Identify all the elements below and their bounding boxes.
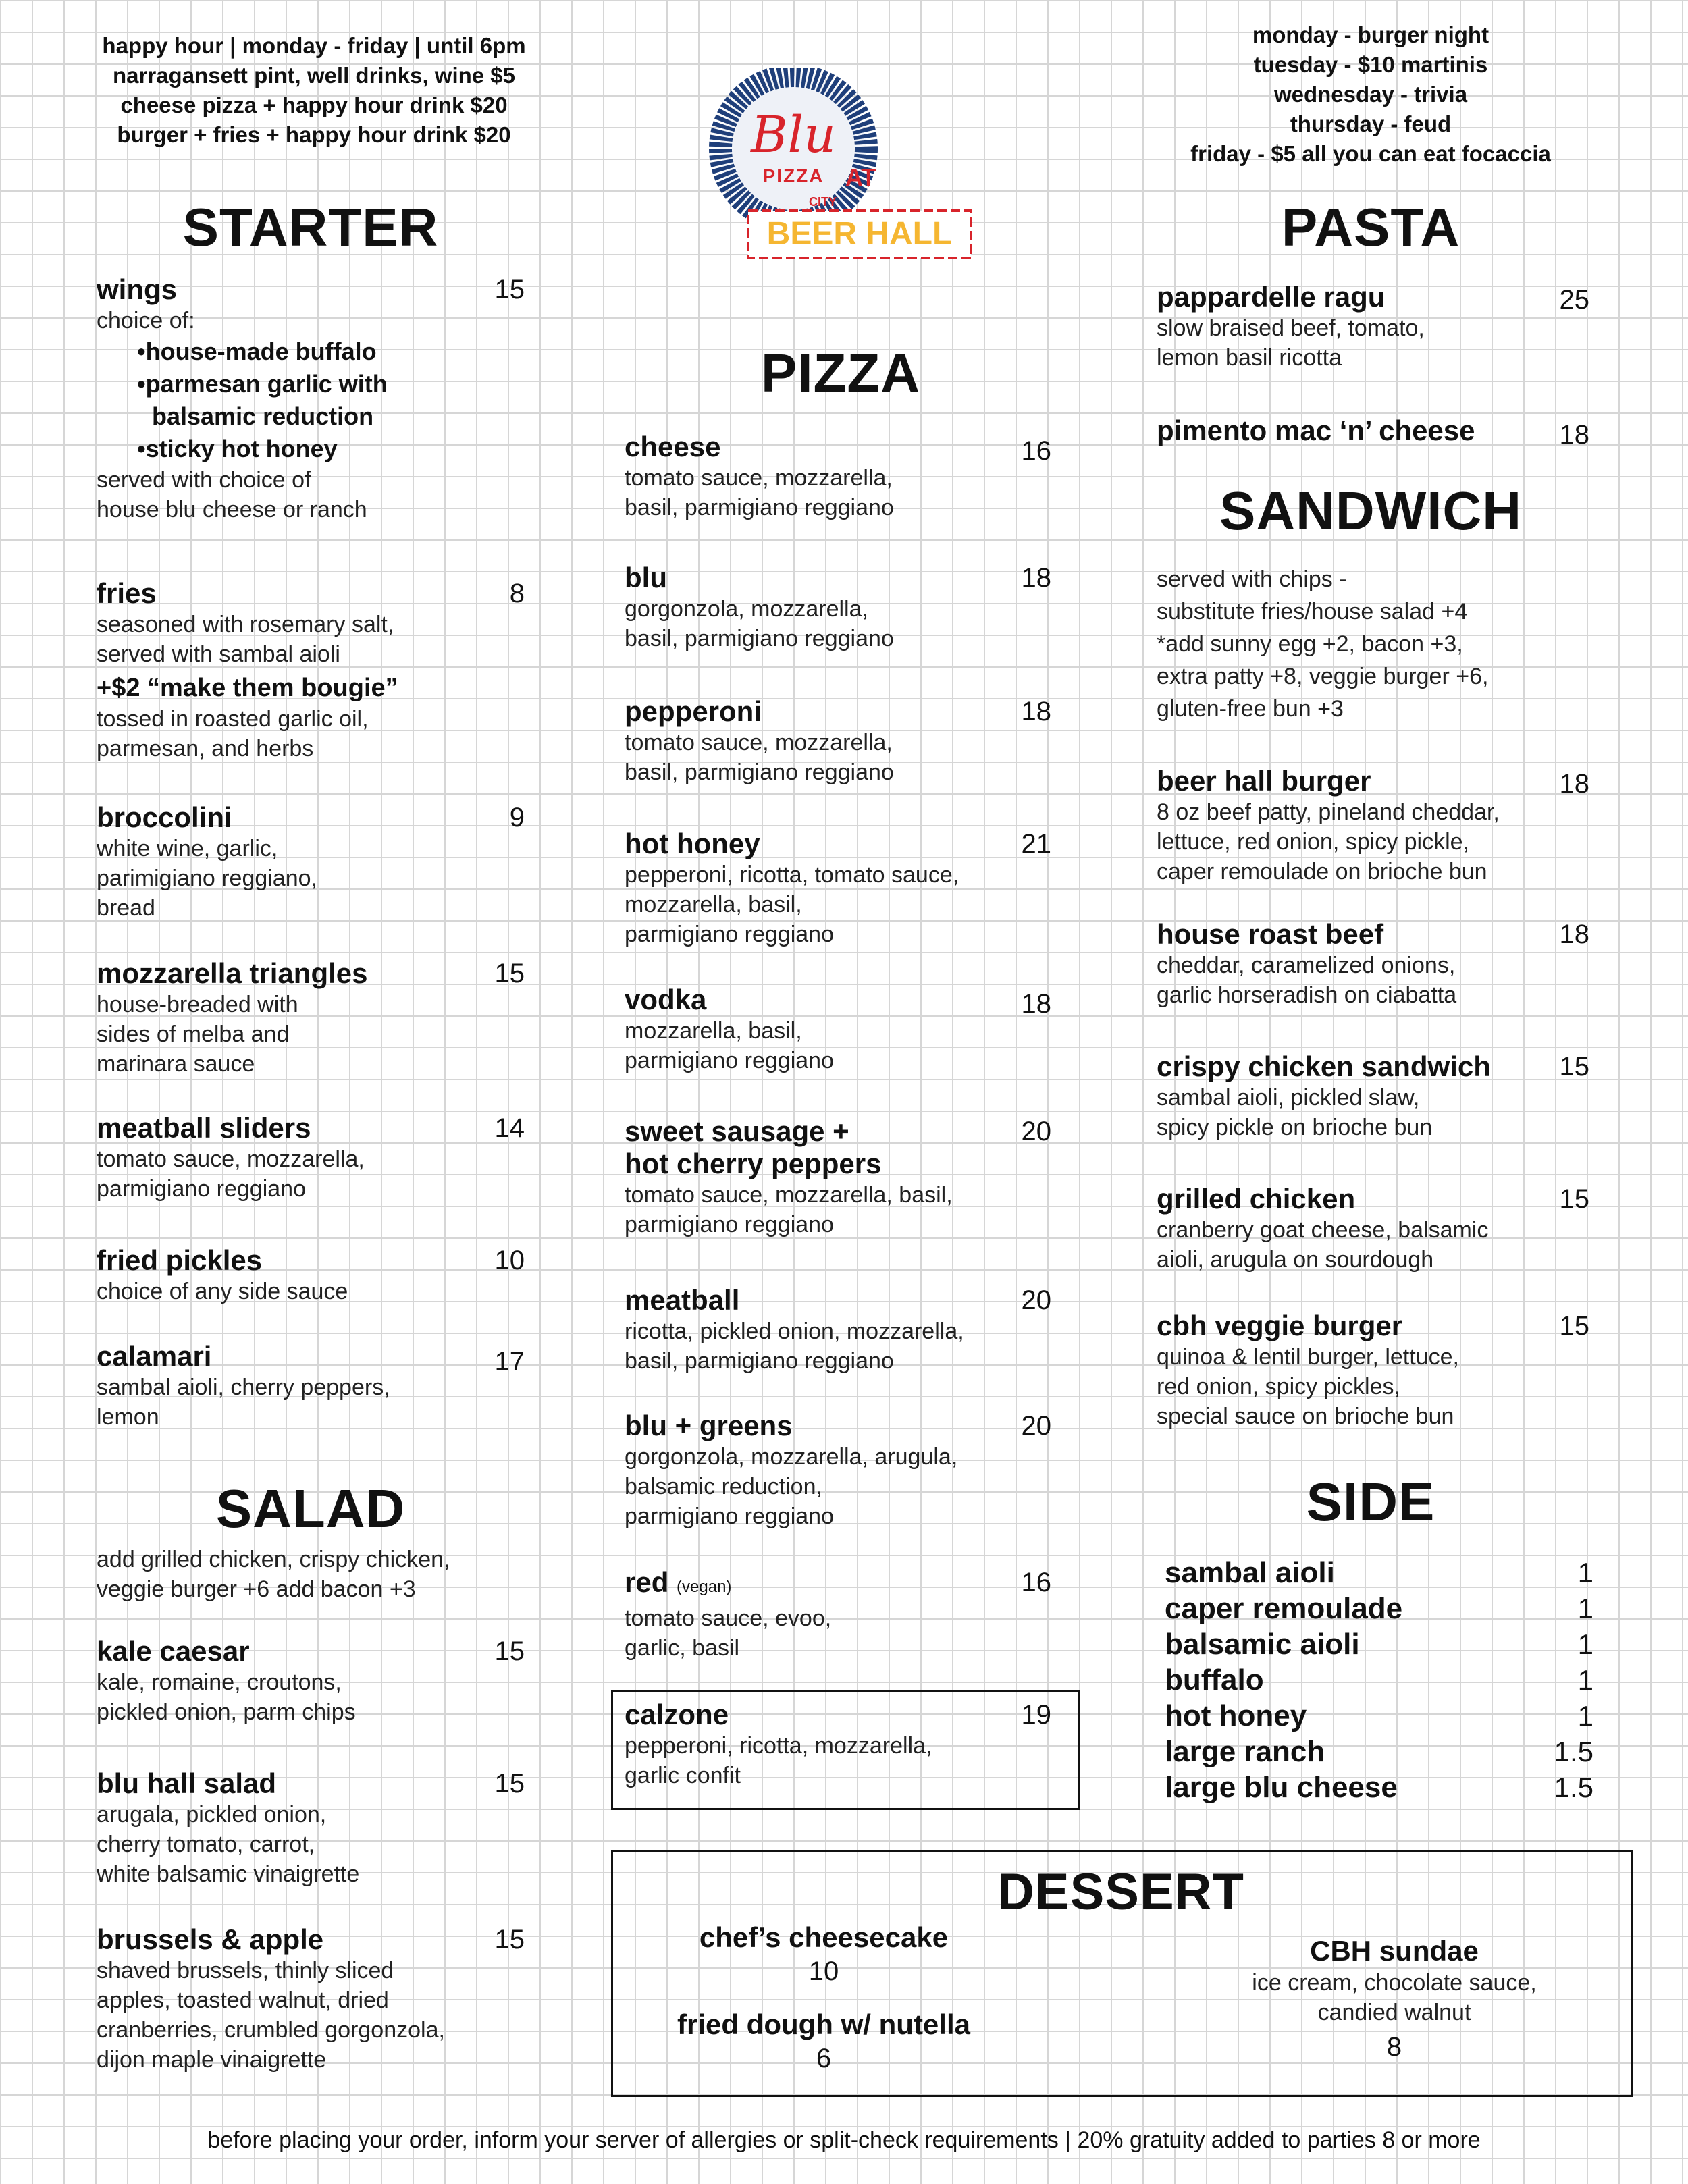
item-desc-line: parmesan, and herbs (97, 736, 314, 762)
item-desc-line: parimigiano reggiano, (97, 865, 317, 891)
side-name: large blu cheese (1165, 1771, 1398, 1804)
item-desc-line: tomato sauce, mozzarella, (97, 1146, 365, 1172)
menu-item-meatball-sliders (97, 1112, 529, 1204)
item-desc-line: mozzarella, basil, (625, 892, 802, 917)
item-desc-line: parmigiano reggiano (625, 1048, 834, 1073)
item-name: calzone (625, 1699, 729, 1730)
menu-item-mozzarella-triangles (97, 957, 529, 1079)
menu-item-pappardelle-ragu (1157, 281, 1595, 373)
side-item (1165, 1591, 1593, 1627)
item-name: cheese (625, 431, 721, 462)
dessert-desc-line: ice cream, chocolate sauce, (1252, 1970, 1537, 1996)
menu-item-blu-greens-pizza (625, 1410, 1057, 1531)
item-price: 16 (1021, 1568, 1051, 1597)
item-desc-line: kale, romaine, croutons, (97, 1670, 342, 1695)
item-name: cbh veggie burger (1157, 1310, 1403, 1341)
item-desc-line: cheddar, caramelized onions, (1157, 953, 1456, 978)
item-name: hot honey (625, 828, 760, 859)
dessert-cheesecake (648, 1921, 999, 1988)
item-name: red (625, 1566, 669, 1598)
item-desc-line: marinara sauce (97, 1051, 255, 1077)
item-price: 20 (1021, 1285, 1051, 1315)
note-line: *add sunny egg +2, bacon +3, (1157, 631, 1463, 657)
sauce-option: •sticky hot honey (137, 435, 338, 462)
item-desc-line: shaved brussels, thinly sliced (97, 1958, 394, 1983)
happy-hour-line: burger + fries + happy hour drink $20 (117, 122, 511, 147)
note-line: gluten-free bun +3 (1157, 696, 1344, 722)
dessert-name: chef’s cheesecake (699, 1921, 949, 1953)
item-name: blu (625, 562, 667, 593)
note-line: add grilled chicken, crispy chicken, (97, 1547, 450, 1572)
restaurant-logo (695, 68, 986, 270)
special-line: thursday - feud (1290, 111, 1452, 136)
item-name: mozzarella triangles (97, 957, 368, 989)
side-price: 1 (1577, 1700, 1593, 1732)
salad-addons-note (97, 1545, 569, 1604)
side-price: 1 (1577, 1593, 1593, 1624)
item-price: 18 (1559, 420, 1589, 450)
menu-item-calzone (625, 1699, 1057, 1790)
special-line: tuesday - $10 martinis (1253, 52, 1488, 77)
menu-item-vodka-pizza (625, 984, 1057, 1075)
item-name-row (625, 1566, 1057, 1603)
item-price: 15 (494, 1925, 525, 1954)
item-desc-line: house blu cheese or ranch (97, 497, 367, 523)
menu-item-cheese-pizza (625, 431, 1057, 523)
item-desc-line: slow braised beef, tomato, (1157, 315, 1425, 341)
item-price: 8 (509, 579, 525, 608)
weekly-specials (1134, 20, 1607, 169)
item-desc-line: aioli, arugula on sourdough (1157, 1247, 1434, 1273)
happy-hour-line: happy hour | monday - friday | until 6pm (102, 33, 526, 58)
dessert-sundae (1215, 1934, 1573, 2064)
item-desc-line: balsamic reduction, (625, 1474, 822, 1499)
side-name: large ranch (1165, 1735, 1325, 1768)
menu-item-beer-hall-burger (1157, 765, 1595, 886)
item-price: 18 (1559, 920, 1589, 949)
menu-item-blu-pizza (625, 562, 1057, 654)
item-name: sweet sausage + (625, 1115, 849, 1147)
fries-upgrade: +$2 “make them bougie” (97, 674, 398, 702)
item-name: broccolini (97, 801, 232, 833)
item-desc-line: spicy pickle on brioche bun (1157, 1115, 1433, 1140)
side-price: 1 (1577, 1628, 1593, 1660)
dessert-desc-line: candied walnut (1317, 2000, 1471, 2025)
sauce-options (137, 336, 529, 465)
item-desc-line: basil, parmigiano reggiano (625, 495, 894, 521)
side-item (1165, 1698, 1593, 1734)
item-name: meatball (625, 1284, 740, 1316)
side-item (1165, 1662, 1593, 1699)
item-desc-line: lettuce, red onion, spicy pickle, (1157, 829, 1470, 855)
item-desc-line: bread (97, 895, 155, 921)
dessert-name: CBH sundae (1310, 1935, 1479, 1967)
menu-item-blu-hall-salad (97, 1767, 529, 1889)
item-price: 10 (494, 1246, 525, 1275)
item-desc-line: parmigiano reggiano (625, 1503, 834, 1529)
item-price: 20 (1021, 1117, 1051, 1146)
item-desc-line: tomato sauce, mozzarella, (625, 730, 893, 755)
item-price: 15 (1559, 1184, 1589, 1214)
note-line: served with chips - (1157, 566, 1347, 592)
menu-item-wings (97, 273, 529, 525)
item-desc-line: basil, parmigiano reggiano (625, 1348, 894, 1374)
vegan-tag: (vegan) (677, 1578, 732, 1596)
starter-heading: STARTER (182, 197, 439, 257)
item-name: grilled chicken (1157, 1183, 1356, 1215)
item-desc-line: garlic, basil (625, 1635, 740, 1661)
item-name: blu hall salad (97, 1767, 277, 1799)
logo-at-text: AT (845, 163, 876, 191)
item-desc-line: parmigiano reggiano (97, 1176, 306, 1202)
item-desc-line: pickled onion, parm chips (97, 1699, 356, 1725)
item-name: fries (97, 577, 157, 609)
item-price: 15 (1559, 1052, 1589, 1082)
item-desc-line: tossed in roasted garlic oil, (97, 706, 369, 732)
allergy-gratuity-footer: before placing your order, inform your server of allergies or split-check requirements | 20% gratuity added to parties 8 or more (207, 2127, 1481, 2153)
menu-item-kale-caesar (97, 1635, 529, 1727)
dessert-fried-dough (635, 2008, 1013, 2075)
item-desc-line: sides of melba and (97, 1021, 290, 1047)
menu-item-hot-honey-pizza (625, 828, 1057, 949)
item-name: blu + greens (625, 1410, 793, 1441)
item-name: fried pickles (97, 1244, 263, 1276)
item-name: wings (97, 273, 178, 305)
menu-item-fries (97, 577, 529, 764)
side-item (1165, 1555, 1593, 1591)
menu-item-calamari (97, 1340, 529, 1432)
item-price: 15 (494, 1636, 525, 1666)
dessert-price: 10 (808, 1956, 839, 1986)
item-desc-line: gorgonzola, mozzarella, (625, 596, 868, 622)
item-desc-line: pepperoni, ricotta, tomato sauce, (625, 862, 959, 888)
sandwich-note (1157, 563, 1602, 725)
menu-item-pepperoni-pizza (625, 695, 1057, 787)
item-price: 16 (1021, 436, 1051, 466)
side-list (1165, 1555, 1593, 1811)
sauce-option: balsamic reduction (152, 402, 374, 430)
menu-item-brussels-apple (97, 1923, 529, 2075)
menu-item-meatball-pizza (625, 1284, 1057, 1376)
special-line: monday - burger night (1252, 22, 1489, 47)
item-desc-line: sambal aioli, pickled slaw, (1157, 1085, 1420, 1111)
dessert-price: 8 (1386, 2032, 1402, 2062)
side-item (1165, 1626, 1593, 1663)
logo-graphic (695, 68, 986, 270)
logo-pizza-text: PIZZA (762, 165, 824, 186)
item-name: pepperoni (625, 695, 762, 727)
item-desc-line: 8 oz beef patty, pineland cheddar, (1157, 799, 1500, 825)
item-desc-line: lemon basil ricotta (1157, 345, 1342, 371)
side-price: 1.5 (1554, 1772, 1593, 1803)
item-price: 14 (494, 1113, 525, 1143)
side-name: sambal aioli (1165, 1556, 1335, 1589)
side-name: caper remoulade (1165, 1592, 1403, 1625)
menu-item-sweet-sausage-pizza (625, 1115, 1057, 1240)
item-desc-line: tomato sauce, evoo, (625, 1605, 832, 1631)
item-desc-line: cherry tomato, carrot, (97, 1832, 315, 1857)
item-desc-line: tomato sauce, mozzarella, basil, (625, 1182, 953, 1208)
menu-item-crispy-chicken-sandwich (1157, 1050, 1595, 1142)
item-name: calamari (97, 1340, 212, 1372)
item-price: 18 (1021, 989, 1051, 1019)
side-name: hot honey (1165, 1699, 1307, 1732)
logo-city-text: CITY (809, 195, 837, 209)
item-desc-line: special sauce on brioche bun (1157, 1404, 1454, 1429)
item-desc-line: mozzarella, basil, (625, 1018, 802, 1044)
menu-item-grilled-chicken (1157, 1183, 1595, 1275)
item-name: kale caesar (97, 1635, 250, 1667)
side-name: balsamic aioli (1165, 1628, 1360, 1661)
menu-item-red-pizza (625, 1566, 1057, 1663)
menu-item-fried-pickles (97, 1244, 529, 1306)
note-line: extra patty +8, veggie burger +6, (1157, 664, 1489, 689)
side-price: 1 (1577, 1557, 1593, 1589)
item-desc-line: sambal aioli, cherry peppers, (97, 1375, 390, 1400)
item-name: pappardelle ragu (1157, 281, 1386, 313)
item-desc-line: cranberries, crumbled gorgonzola, (97, 2017, 445, 2043)
item-price: 18 (1021, 563, 1051, 593)
item-desc-line: basil, parmigiano reggiano (625, 760, 894, 785)
item-price: 15 (1559, 1311, 1589, 1341)
item-desc-line: parmigiano reggiano (625, 1212, 834, 1237)
sandwich-heading: SANDWICH (1219, 481, 1522, 541)
item-desc-line: garlic horseradish on ciabatta (1157, 982, 1457, 1008)
side-price: 1.5 (1554, 1736, 1593, 1767)
item-desc-line: cranberry goat cheese, balsamic (1157, 1217, 1489, 1243)
item-desc-line: choice of any side sauce (97, 1279, 348, 1304)
item-desc-line: white balsamic vinaigrette (97, 1861, 360, 1887)
item-desc-line: served with sambal aioli (97, 641, 340, 667)
item-price: 25 (1559, 285, 1589, 315)
item-price: 15 (494, 959, 525, 988)
happy-hour-line: cheese pizza + happy hour drink $20 (120, 92, 508, 117)
note-line: substitute fries/house salad +4 (1157, 599, 1468, 624)
item-name: vodka (625, 984, 707, 1015)
item-desc-line: tomato sauce, mozzarella, (625, 465, 893, 491)
item-name-line-2: hot cherry peppers (625, 1148, 882, 1179)
menu-item-house-roast-beef (1157, 918, 1595, 1010)
item-desc-line: garlic confit (625, 1763, 741, 1788)
item-price: 19 (1021, 1700, 1051, 1730)
dessert-name: fried dough w/ nutella (677, 2008, 970, 2040)
side-item (1165, 1734, 1593, 1770)
item-name: crispy chicken sandwich (1157, 1050, 1491, 1082)
item-desc-line: caper remoulade on brioche bun (1157, 859, 1487, 884)
side-heading: SIDE (1306, 1472, 1435, 1532)
item-desc-line: served with choice of (97, 467, 311, 493)
item-price: 9 (509, 803, 525, 832)
menu-item-broccolini (97, 801, 529, 923)
item-desc-line: quinoa & lentil burger, lettuce, (1157, 1344, 1459, 1370)
item-price: 18 (1559, 769, 1589, 799)
item-desc-line: red onion, spicy pickles, (1157, 1374, 1400, 1400)
item-price: 15 (494, 1769, 525, 1799)
item-desc-line: house-breaded with (97, 992, 298, 1017)
item-name: house roast beef (1157, 918, 1384, 950)
note-line: veggie burger +6 add bacon +3 (97, 1576, 416, 1602)
special-line: friday - $5 all you can eat focaccia (1190, 141, 1551, 166)
item-desc-line: basil, parmigiano reggiano (625, 626, 894, 651)
item-desc-line: parmigiano reggiano (625, 922, 834, 947)
item-desc-line: apples, toasted walnut, dried (97, 1988, 389, 2013)
item-name: beer hall burger (1157, 765, 1371, 797)
special-line: wednesday - trivia (1273, 82, 1468, 107)
pizza-heading: PIZZA (760, 343, 921, 403)
happy-hour-notice (41, 31, 587, 150)
side-item (1165, 1769, 1593, 1806)
menu-item-pimento-mac-cheese (1157, 415, 1595, 450)
item-price: 20 (1021, 1411, 1051, 1441)
sauce-option: •house-made buffalo (137, 338, 377, 365)
item-desc-line: ricotta, pickled onion, mozzarella, (625, 1319, 964, 1344)
menu-item-cbh-veggie-burger (1157, 1310, 1595, 1431)
dessert-price: 6 (816, 2044, 832, 2073)
logo-script-text: Blu (751, 106, 836, 164)
item-desc-line: seasoned with rosemary salt, (97, 612, 394, 637)
item-name: meatball sliders (97, 1112, 311, 1144)
item-desc-line: lemon (97, 1404, 159, 1430)
logo-beer-hall-text: BEER HALL (766, 216, 953, 252)
sauce-option: •parmesan garlic with (137, 370, 388, 398)
item-desc-line: pepperoni, ricotta, mozzarella, (625, 1733, 932, 1759)
side-name: buffalo (1165, 1663, 1264, 1697)
item-desc-line: white wine, garlic, (97, 836, 278, 861)
item-desc-line: gorgonzola, mozzarella, arugula, (625, 1444, 958, 1470)
item-desc-line: dijon maple vinaigrette (97, 2047, 327, 2073)
item-name: brussels & apple (97, 1923, 324, 1955)
item-intro: choice of: (97, 308, 195, 334)
item-price: 15 (494, 275, 525, 304)
item-price: 17 (494, 1347, 525, 1377)
item-price: 18 (1021, 697, 1051, 726)
item-desc-line: arugala, pickled onion, (97, 1802, 327, 1828)
happy-hour-line: narragansett pint, well drinks, wine $5 (113, 63, 515, 88)
dessert-heading: DESSERT (997, 1863, 1244, 1921)
side-price: 1 (1577, 1664, 1593, 1696)
salad-heading: SALAD (215, 1479, 406, 1539)
pasta-heading: PASTA (1281, 197, 1460, 257)
item-price: 21 (1021, 829, 1051, 859)
item-name: pimento mac ‘n’ cheese (1157, 415, 1475, 446)
